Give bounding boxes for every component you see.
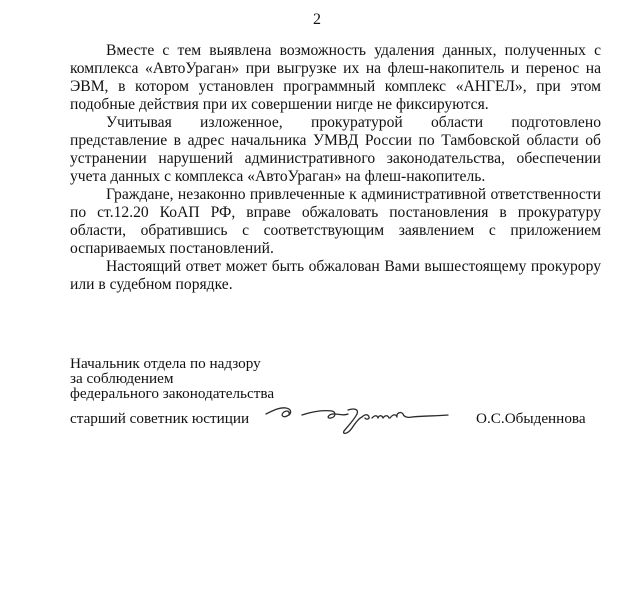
paragraph-citizens-appeal: Граждане, незаконно привлеченные к административной ответственности по ст.12.20 КоАП РФ, вправе обжаловать постановления в прокуратуру области, обратившись с соответствующим заявлением с приложением оспариваемых постановлений.	[70, 186, 601, 257]
position-line: Начальник отдела по надзору	[70, 355, 261, 372]
signature-block	[70, 355, 610, 427]
rank-row	[70, 410, 610, 440]
letter-body	[70, 42, 601, 294]
page-number: 2	[313, 11, 321, 28]
signer-position	[70, 356, 610, 401]
signer-rank: старший советник юстиции	[70, 410, 250, 427]
position-line: федерального законодательства	[70, 385, 275, 402]
paragraph-appeal-notice: Настоящий ответ может быть обжалован Вами вышестоящему прокурору или в судебном порядке.	[70, 258, 601, 293]
paragraph-prosecutor-submission: Учитывая изложенное, прокуратурой области подготовлено представление в адрес начальника УМВД России по Тамбовской области об устранении нарушений административного законодательства, обеспечении учета данных с комплекса «АвтоУраган» на флеш-накопитель.	[70, 114, 601, 185]
position-line: за соблюдением	[70, 370, 174, 387]
signer-name: О.С.Обыденнова	[476, 410, 586, 427]
handwritten-signature-icon	[262, 402, 452, 444]
paragraph-data-deletion: Вместе с тем выявлена возможность удаления данных, полученных с комплекса «АвтоУраган» при выгрузке их на флеш-накопитель и перенос на ЭВМ, в котором установлен программный комплекс «АНГЕЛ», при этом подобные действия при их совершении нигде не фиксируются.	[70, 42, 601, 113]
